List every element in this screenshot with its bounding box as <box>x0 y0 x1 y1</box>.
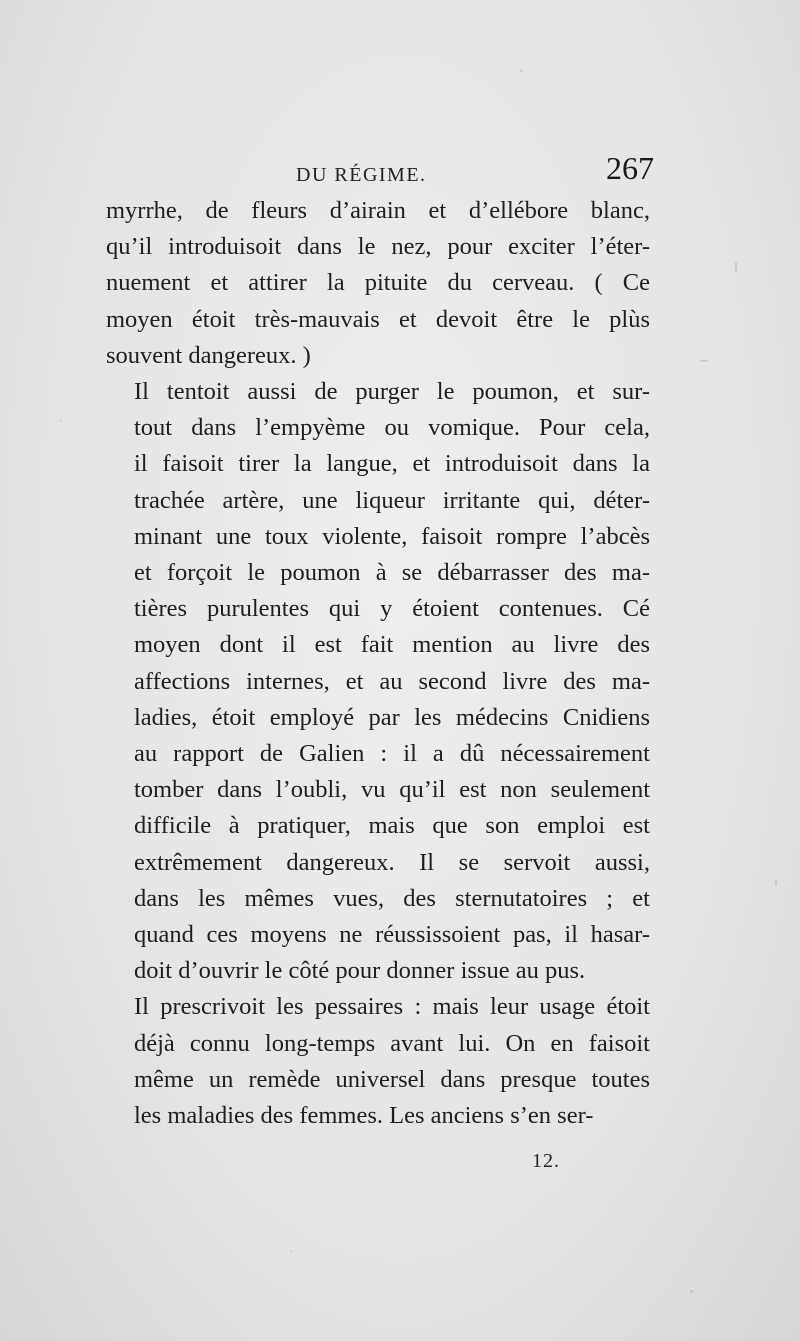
text-line: myrrhe, de fleurs d’airain et d’ellébore blanc, <box>106 197 650 224</box>
text-line: trachée artère, une liqueur irritante qui, déter- <box>134 486 650 514</box>
text-line: il faisoit tirer la langue, et introduisoit dans la <box>134 450 650 478</box>
text-line: souvent dangereux. ) <box>106 341 311 369</box>
text-line: extrêmement dangereux. Il se servoit aussi, <box>134 848 650 876</box>
running-title: DU RÉGIME. <box>296 164 427 186</box>
paragraph <box>106 374 650 989</box>
text-line: nuement et attirer la pituite du cerveau. ( Ce <box>106 269 650 297</box>
text-line: dans les mêmes vues, des sternutatoires ; et <box>134 884 650 912</box>
paper-speck <box>290 1250 292 1252</box>
paragraph <box>106 193 650 374</box>
text-line: qu’il introduisoit dans le nez, pour exciter l’éter- <box>106 233 650 261</box>
text-line: tout dans l’empyème ou vomique. Pour cela, <box>134 414 650 442</box>
text-line: minant une toux violente, faisoit rompre l’abcès <box>134 522 650 550</box>
text-line: les maladies des femmes. Les anciens s’en ser- <box>134 1102 594 1130</box>
text-line: quand ces moyens ne réussissoient pas, il hasar- <box>134 921 650 949</box>
body-text <box>106 193 650 1134</box>
text-line: difficile à pratiquer, mais que son emploi est <box>134 812 650 840</box>
text-line: Il prescrivoit les pessaires : mais leur usage étoit <box>134 993 650 1021</box>
text-line: ladies, étoit employé par les médecins Cnidiens <box>134 703 650 731</box>
paper-speck <box>735 262 737 272</box>
page-header <box>100 150 660 194</box>
text-line: au rapport de Galien : il a dû nécessairement <box>134 740 650 768</box>
paper-speck <box>60 420 62 422</box>
text-line: tières purulentes qui y étoient contenues. Cé <box>134 595 650 623</box>
text-line: Il tentoit aussi de purger le poumon, et sur- <box>134 378 650 406</box>
signature-mark: 12. <box>532 1150 560 1172</box>
text-line: même un remède universel dans presque toutes <box>134 1065 650 1093</box>
paper-speck <box>775 880 777 886</box>
paper-speck <box>690 1290 693 1293</box>
paper-speck <box>520 70 523 72</box>
text-line: moyen étoit très-mauvais et devoit être le plùs <box>106 305 650 333</box>
text-line: affections internes, et au second livre des ma- <box>134 667 650 695</box>
text-line: moyen dont il est fait mention au livre des <box>134 631 650 659</box>
text-line: et forçoit le poumon à se débarrasser des ma- <box>134 559 650 587</box>
page-number: 267 <box>606 150 654 186</box>
paper-speck <box>700 360 708 362</box>
text-line: déjà connu long-temps avant lui. On en faisoit <box>134 1029 650 1057</box>
text-line: tomber dans l’oubli, vu qu’il est non seulement <box>134 776 650 804</box>
paragraph <box>106 989 650 1134</box>
text-line: doit d’ouvrir le côté pour donner issue au pus. <box>134 957 586 985</box>
